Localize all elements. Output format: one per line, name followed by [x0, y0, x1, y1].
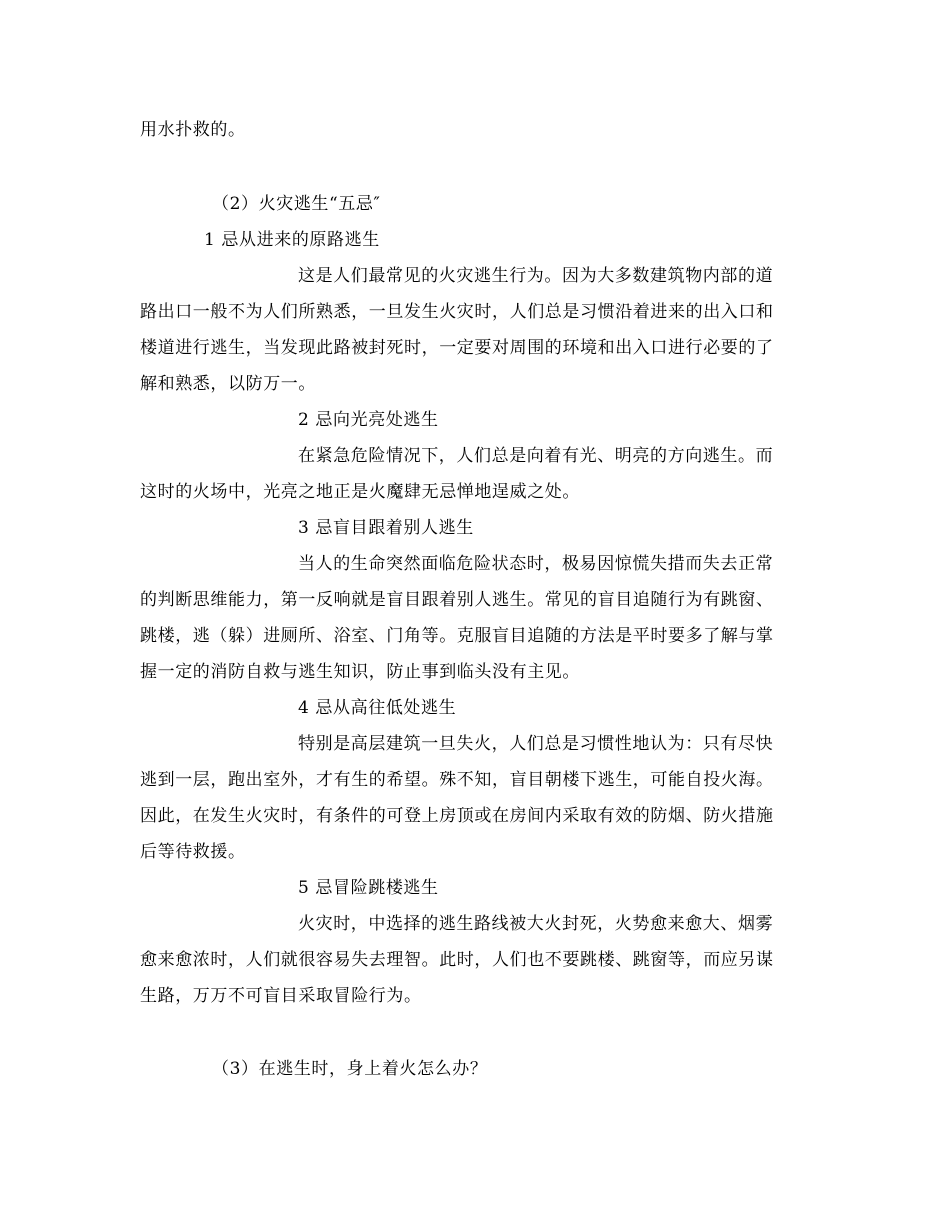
subsection-heading: 1 忌从进来的原路逃生: [204, 230, 380, 250]
paragraph-line: 当人的生命突然面临危险状态时，极易因惊慌失措而失去正常: [298, 554, 774, 574]
paragraph-line: 解和熟悉，以防万一。: [140, 374, 316, 394]
paragraph-line: 火灾时，中选择的逃生路线被大火封死，火势愈来愈大、烟雾: [298, 914, 774, 934]
subsection-heading: 2 忌向光亮处逃生: [298, 410, 439, 430]
paragraph-line: 后等待救援。: [140, 842, 246, 862]
paragraph-line: 这时的火场中，光亮之地正是火魔肆无忌惮地逞威之处。: [140, 482, 580, 502]
subsection-heading: 3 忌盲目跟着别人逃生: [298, 518, 474, 538]
paragraph-line: 路出口一般不为人们所熟悉，一旦发生火灾时，人们总是习惯沿着进来的出入口和: [140, 302, 774, 322]
paragraph-line: 楼道进行逃生，当发现此路被封死时，一定要对周围的环境和出入口进行必要的了: [140, 338, 774, 358]
subsection-heading: 5 忌冒险跳楼逃生: [298, 878, 439, 898]
paragraph-line: 的判断思维能力，第一反响就是盲目跟着别人逃生。常见的盲目追随行为有跳窗、: [140, 590, 774, 610]
paragraph-line: 逃到一层，跑出室外，才有生的希望。殊不知，盲目朝楼下逃生，可能自投火海。: [140, 770, 774, 790]
paragraph-line: 这是人们最常见的火灾逃生行为。因为大多数建筑物内部的道: [298, 266, 774, 286]
section-heading: （2）火灾逃生“五忌″: [212, 194, 381, 214]
subsection-heading: 4 忌从高往低处逃生: [298, 698, 457, 718]
paragraph-line: 因此，在发生火灾时，有条件的可登上房顶或在房间内采取有效的防烟、防火措施: [140, 806, 774, 826]
paragraph-line: 握一定的消防自救与逃生知识，防止事到临头没有主见。: [140, 662, 580, 682]
paragraph-line: 跳楼，逃（躲）进厕所、浴室、门角等。克服盲目追随的方法是平时要多了解与掌: [140, 626, 774, 646]
paragraph-line: 愈来愈浓时，人们就很容易失去理智。此时，人们也不要跳楼、跳窗等，而应另谋: [140, 950, 774, 970]
paragraph-line: 在紧急危险情况下，人们总是向着有光、明亮的方向逃生。而: [298, 446, 774, 466]
paragraph-line: 用水扑救的。: [140, 120, 246, 140]
paragraph-line: 特别是高层建筑一旦失火，人们总是习惯性地认为：只有尽快: [298, 734, 774, 754]
section-heading: （3）在逃生时，身上着火怎么办？: [212, 1059, 488, 1079]
paragraph-line: 生路，万万不可盲目采取冒险行为。: [140, 986, 422, 1006]
